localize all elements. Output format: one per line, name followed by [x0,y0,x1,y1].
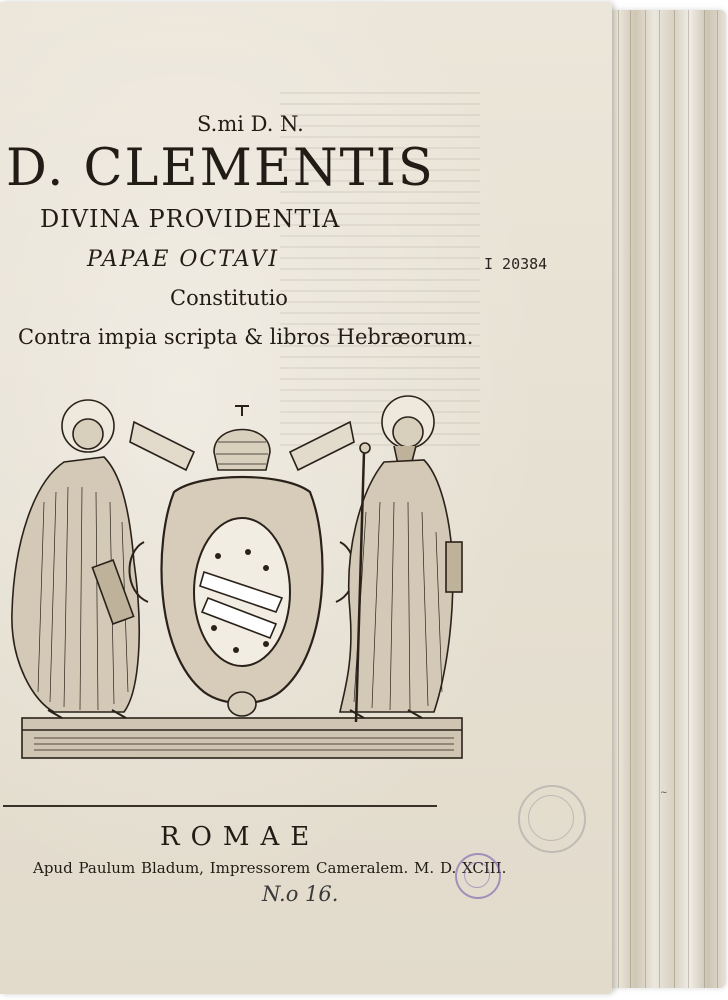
heading-contra-impia: Contra impia scripta & libros Hebræorum. [18,325,474,349]
horizontal-rule [3,805,437,807]
woodcut-papal-arms-illustration [4,392,474,772]
imprint-line: Apud Paulum Bladum, Impressorem Cameralem. M. D. XCIII. [33,859,507,877]
heading-clementis: D. CLEMENTIS [6,139,435,198]
manuscript-number-note: N.o 16. [262,882,339,906]
heading-papae-octavi: PAPAE OCTAVI [87,247,280,272]
heading-constitutio: Constitutio [170,286,288,310]
book-page-edges [596,10,726,988]
title-page [0,2,612,994]
shelfmark-label: I 20384 [484,255,548,273]
margin-ink-mark: ~ [660,788,668,798]
imprint-city: ROMAE [160,822,321,852]
library-stamp-faint [518,785,586,853]
heading-smi-dn: S.mi D. N. [197,112,304,136]
heading-divina-providentia: DIVINA PROVIDENTIA [40,205,341,233]
library-stamp-violet [455,853,501,899]
